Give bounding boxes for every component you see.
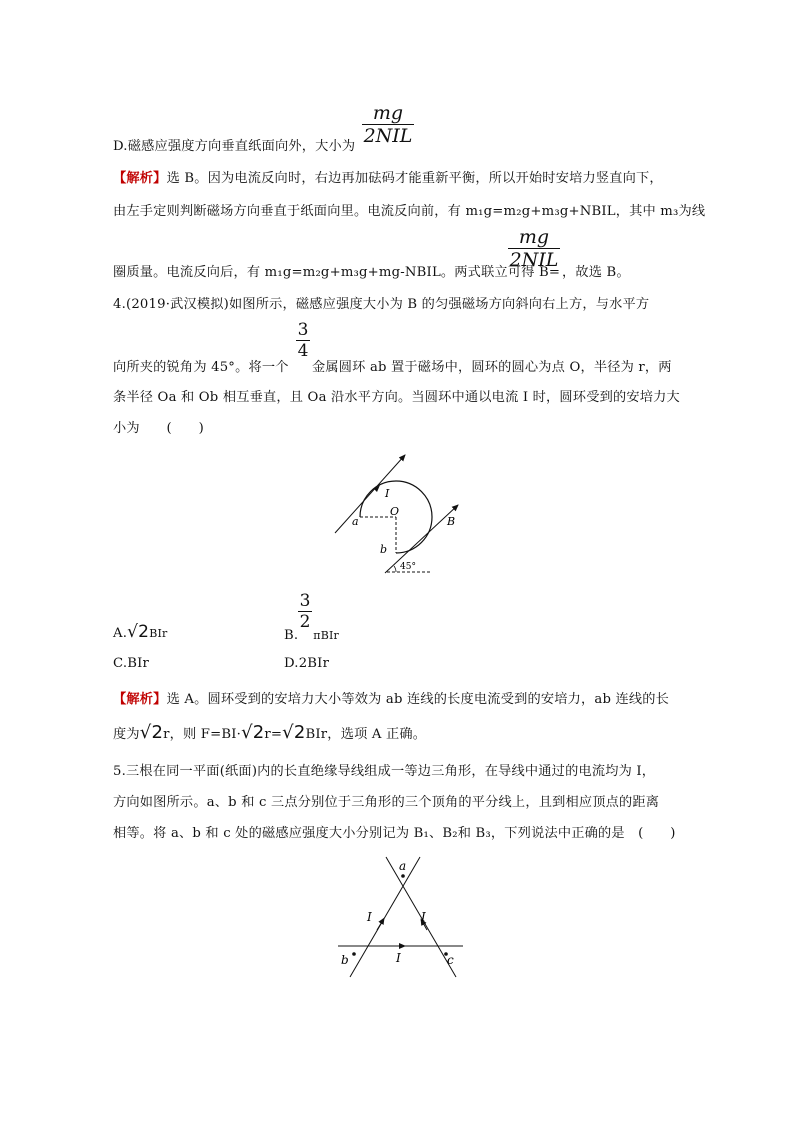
sqrt2: √2 [139,722,164,743]
analysis-text: r= [264,727,283,742]
label-B: B [447,515,456,528]
q4-stem-line4: 小为 ( ) [113,421,205,436]
option-rest: BIr [149,627,168,640]
q4-optB-fraction [298,591,312,632]
q4-fraction [296,320,310,361]
q4-stem-line2b: 金属圆环 ab 置于磁场中，圆环的圆心为点 O，半径为 r，两 [312,360,672,375]
label-a: a [352,515,359,528]
q4-option-a [113,622,167,642]
label-I-bottom: I [396,951,401,965]
optD-fraction [362,102,414,147]
label-c: c [447,953,454,967]
q4-stem-line1: 4.(2019·武汉模拟)如图所示，磁感应强度大小为 B 的匀强磁场方向斜向右上方，与水平方 [113,297,650,312]
q4-analysis-line2 [113,722,426,743]
sqrt2: √2 [241,722,265,743]
q3-analysis-line2: 由左手定则判断磁场方向垂直于纸面向里。电流反向前，有 m₁g=m₂g+m₃g+NBIL，其中 m₃为线 [113,204,706,219]
point-b [352,952,356,956]
sqrt2: √2 [127,622,150,642]
analysis-tag: 【解析】 [113,692,167,707]
label-I-right: I [421,910,426,924]
sqrt2: √2 [282,722,306,743]
angle-arc [394,566,396,572]
q3-option-d: D.磁感应强度方向垂直纸面向外，大小为 [113,139,356,154]
q4-option-b [284,628,339,643]
fraction-numerator: mg [372,102,404,124]
analysis-text: 选 A。圆环受到的安培力大小等效为 ab 连线的长度电流受到的安培力，ab 连线的长 [166,692,670,707]
q4-analysis-line1 [113,688,669,707]
q3-analysis-line3a: 圈质量。电流反向后，有 m₁g=m₂g+m₃g+mg-NBIL。两式联立可得 B= [113,265,561,280]
fraction-denominator: 2 [299,612,311,632]
option-letter: A. [113,626,128,641]
q4-stem-line3: 条半径 Oa 和 Ob 相互垂直，且 Oa 沿水平方向。当圆环中通以电流 I 时，圆环受到的安培力大 [113,390,680,405]
q4-ring-figure [330,445,470,585]
fraction-denominator: 4 [297,341,309,361]
fraction-numerator: mg [518,226,550,248]
label-O: O [390,505,400,518]
fraction-numerator: 3 [297,320,309,340]
label-b: b [341,953,349,967]
fraction-denominator: 2NIL [509,249,559,271]
field-line-upper [335,455,405,533]
q5-stem-line3: 相等。将 a、b 和 c 处的磁感应强度大小分别记为 B₁、B₂和 B₃，下列说法中正确的是 ( ) [113,826,676,841]
q4-stem-line2a: 向所夹的锐角为 45°。将一个 [113,360,289,375]
label-b: b [380,543,388,556]
label-a: a [399,859,407,873]
wire-left [350,857,420,977]
q4-option-d: D.2BIr [284,656,330,671]
label-I: I [385,487,390,500]
q5-triangle-figure [333,852,473,982]
analysis-text: BIr，选项 A 正确。 [305,727,427,742]
q3-analysis-line3b: ，故选 B。 [562,265,630,280]
analysis-text: r，则 F=BI· [163,727,242,742]
analysis-tag: 【解析】 [113,171,167,186]
q3-analysis-line1 [113,167,663,186]
q4-option-c: C.BIr [113,656,150,671]
option-letter: B. [284,628,299,643]
point-a [401,874,405,878]
q5-stem-line2: 方向如图所示。a、b 和 c 三点分别位于三角形的三个顶角的平分线上，且到相应顶点的距离 [113,795,660,810]
label-I-left: I [367,910,372,924]
fraction-numerator: 3 [299,591,311,611]
fraction-denominator: 2NIL [363,125,413,147]
option-rest: πBIr [313,629,340,642]
current-arrow-left [377,920,383,930]
analysis-text: 度为 [113,727,140,742]
q5-stem-line1: 5.三根在同一平面(纸面)内的长直绝缘导线组成一等边三角形，在导线中通过的电流均为 I， [113,764,656,779]
analysis-text: 选 B。因为电流反向时，右边再加砝码才能重新平衡，所以开始时安培力竖直向下， [166,171,663,186]
label-angle: 45° [400,562,416,572]
